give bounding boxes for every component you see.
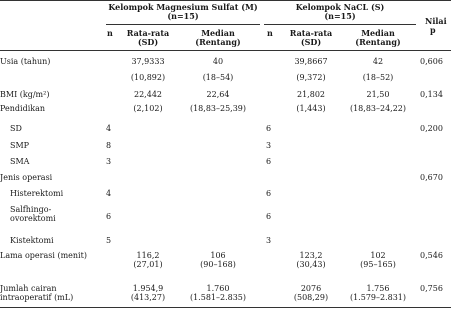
- cell: (413,27): [130, 293, 166, 302]
- cell: 1.756: [366, 284, 390, 293]
- col-sd-m: (SD): [137, 37, 159, 47]
- cell: 39,8667: [294, 57, 328, 66]
- cell: 21,50: [366, 90, 390, 99]
- cell: (27,01): [133, 260, 163, 269]
- col-range-m: (Rentang): [195, 37, 241, 47]
- p-value: 0,756: [420, 284, 443, 293]
- cell: 6: [266, 189, 272, 198]
- cell: (1,443): [296, 104, 326, 113]
- sub-row-label: SMA: [10, 157, 30, 166]
- cell: (1.581–2.835): [189, 293, 247, 302]
- sub-row-label: Kistektomi: [10, 236, 54, 245]
- group-m-underline: [106, 24, 260, 25]
- table-top-rule: [0, 0, 451, 1]
- header-bottom-rule: [0, 50, 451, 51]
- p-value: 0,546: [420, 251, 443, 260]
- group-s-count: (n=15): [324, 11, 356, 21]
- cell: (508,29): [293, 293, 329, 302]
- p-value: 0,670: [420, 173, 443, 182]
- cell: 116,2: [136, 251, 160, 260]
- col-mean-m: Rata-rata: [126, 28, 170, 38]
- sub-row-label: Histerektomi: [10, 189, 64, 198]
- cell: 3: [266, 141, 272, 150]
- cell: 2076: [300, 284, 322, 293]
- row-label-jumlah-cairan: Jumlah cairan intraoperatif (mL): [0, 284, 74, 303]
- col-sd-s: (SD): [300, 37, 322, 47]
- cell: 123,2: [299, 251, 323, 260]
- col-range-s: (Rentang): [355, 37, 401, 47]
- cell: (9,372): [296, 73, 326, 82]
- row-label-bmi: BMI (kg/m²): [0, 90, 50, 99]
- cell: 5: [106, 236, 112, 245]
- col-n-m: n: [107, 28, 113, 38]
- row-label-usia: Usia (tahun): [0, 57, 51, 66]
- sub-row-label: SD: [10, 124, 22, 133]
- col-median-s: Median: [361, 28, 395, 38]
- row-label-lama-operasi: Lama operasi (menit): [0, 251, 87, 260]
- p-value: 0,200: [420, 124, 443, 133]
- cell: 1.760: [206, 284, 230, 293]
- cell: 42: [372, 57, 384, 66]
- cell: 40: [212, 57, 224, 66]
- cell: (18–54): [202, 73, 234, 82]
- cell: 3: [106, 157, 112, 166]
- col-median-m: Median: [201, 28, 235, 38]
- cell: (2,102): [133, 104, 163, 113]
- cell: 21,802: [297, 90, 325, 99]
- cell: 4: [106, 124, 112, 133]
- cell: 106: [210, 251, 226, 260]
- group-m-title: Kelompok Magnesium Sulfat (M): [108, 2, 258, 12]
- cell: 6: [266, 157, 272, 166]
- cell: (1.579–2.831): [349, 293, 407, 302]
- cell: (90–168): [200, 260, 236, 269]
- cell: 22,442: [134, 90, 162, 99]
- cell: (18,83–25,39): [189, 104, 247, 113]
- group-m-count: (n=15): [167, 11, 199, 21]
- row-label-pendidikan: Pendidikan: [0, 104, 46, 113]
- sub-row-label: Salfhingo-ovorektomi: [10, 205, 56, 224]
- col-n-s: n: [267, 28, 273, 38]
- cell: (18,83–24,22): [349, 104, 407, 113]
- cell: 37,9333: [131, 57, 165, 66]
- cell: 6: [106, 212, 112, 221]
- sub-row-label: SMP: [10, 141, 30, 150]
- p-value-header: Nilai: [425, 16, 447, 26]
- group-s-title: Kelompok NaCL (S): [295, 2, 385, 12]
- cell: (18–52): [362, 73, 394, 82]
- col-mean-s: Rata-rata: [289, 28, 333, 38]
- cell: 102: [370, 251, 386, 260]
- cell: (95–165): [360, 260, 396, 269]
- p-value-header-letter: p: [430, 25, 436, 35]
- cell: (10,892): [130, 73, 166, 82]
- cell: 22,64: [206, 90, 230, 99]
- table-bottom-rule: [0, 307, 451, 308]
- group-s-underline: [264, 24, 416, 25]
- p-value: 0,134: [420, 90, 443, 99]
- cell: 6: [266, 212, 272, 221]
- row-label-jenis-operasi: Jenis operasi: [0, 173, 53, 182]
- cell: 8: [106, 141, 112, 150]
- cell: 3: [266, 236, 272, 245]
- p-value: 0,606: [420, 57, 443, 66]
- cell: 6: [266, 124, 272, 133]
- cell: 1.954,9: [132, 284, 164, 293]
- cell: 4: [106, 189, 112, 198]
- cell: (30,43): [296, 260, 326, 269]
